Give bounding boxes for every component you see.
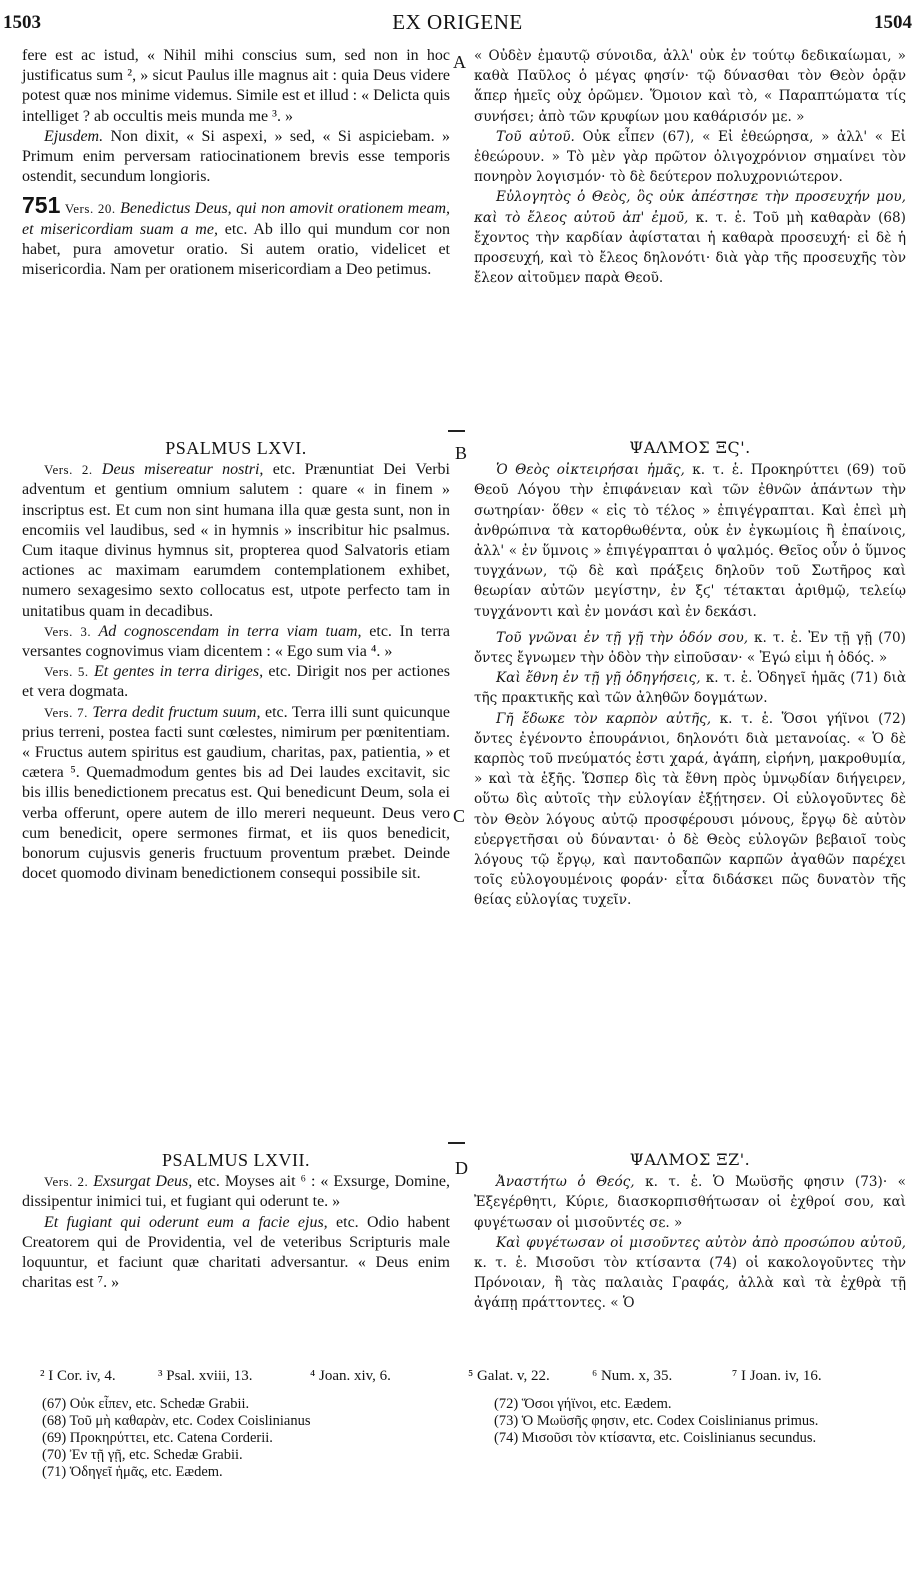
verse-lemma: Καὶ φυγέτωσαν οἱ μισοῦντες αὐτὸν ἀπὸ προσώπου αὐτοῦ, — [496, 1234, 906, 1251]
footnote-ref: ² I Cor. iv, 4. — [40, 1368, 116, 1384]
greek-psalm-66-title: ΨΑΛΜΟΣ ΞϚ'. — [629, 438, 751, 457]
editorial-note: (71) Ὁδηγεῖ ἡμᾶς, etc. Eædem. — [42, 1464, 223, 1480]
editorial-note: (74) Μισοῦσι τὸν κτίσαντα, etc. Coislinianus secundus. — [494, 1430, 817, 1446]
footnote-ref: ³ Psal. xviii, 13. — [158, 1368, 253, 1384]
verse-label: Vers. 3. — [44, 623, 92, 639]
verse-lemma: Ὁ Θεὸς οἰκτειρήσαι ἡμᾶς, — [496, 462, 685, 479]
verse-lemma: Deus misereatur nostri, — [92, 461, 264, 479]
latin-ps66-v2 — [22, 460, 450, 622]
verse-lemma: Exsurgat Deus, — [88, 1173, 193, 1191]
verse-text: etc. Dirigit nos per actiones et vera dogmata. — [22, 663, 450, 701]
verse-text: κ. τ. ἑ. Ὁ Μωϋσῆς φησιν (73)· « Ἐξεγέρθητι, Κύριε, διασκορπισθήτωσαν οἱ ἐχθροί σου, καὶ φυγέτωσαν οἱ μισοῦντές σε. » — [474, 1174, 906, 1231]
verse-lemma: Et fugiant qui oderunt eum a facie ejus, — [44, 1213, 328, 1231]
verse-lemma: Τοῦ γνῶναι ἐν τῇ γῇ τὴν ὁδόν σου, — [496, 629, 749, 646]
column-marker-a: A — [453, 52, 466, 72]
latin-ps66-v7 — [22, 703, 450, 885]
latin-column-ps66 — [22, 438, 450, 884]
greek-column-ps67 — [474, 1150, 906, 1314]
latin-vers20-lemma: Benedictus Deus, qui non amovit orationem meam, et misericordiam suam a me, — [22, 200, 450, 238]
page-number-left: 1503 — [3, 12, 41, 33]
verse-lemma: Καὶ ἔθνη ἐν τῇ γῇ ὁδηγήσεις, — [496, 670, 701, 687]
verse-text: κ. τ. ἑ. Μισοῦσι τὸν κτίσαντα (74) οἱ κακολογοῦντες τὴν Πρόνοιαν, ἢ τὰς παλαιὰς Γραφάς, ἀλλὰ καὶ τὰ ἐχθρὰ τῇ ἀγάπῃ πράττοντες. « Ὁ — [474, 1255, 906, 1312]
verse-text: etc. In terra versantes cognovimus viam dicentem : « Ego sum via ⁴. » — [22, 622, 451, 661]
greek-vers20-text: κ. τ. ἑ. Τοῦ μὴ καθαρὰν (68) ἔχοντος τὴν καρδίαν ἀφίσταται ἡ καθαρὰ προσευχή· εἰ δὲ ἡ προσευχή, καὶ τὸ ἔλεος δηλονότι· διὰ γὰρ τῆς προσευχῆς τὸν ἔλεον αἰτοῦμεν παρὰ Θεοῦ. — [474, 209, 906, 287]
editorial-note: (69) Προκηρύττει, etc. Catena Corderii. — [42, 1430, 273, 1446]
greek-column-top — [474, 46, 906, 288]
verse-label: Vers. 2. — [44, 462, 93, 478]
latin-vers20-paragraph — [22, 192, 451, 280]
footnote-ref: ⁴ Joan. xiv, 6. — [310, 1368, 391, 1384]
latin-vers20-label: Vers. 20. — [64, 201, 116, 217]
verse-text: etc. Moyses ait ⁶ : « Exsurge, Domine, dissipentur inimici tui, et fugiant qui oderunt te. » — [22, 1173, 451, 1211]
verse-lemma: Terra dedit fructum suum, — [87, 703, 261, 721]
verse-text: κ. τ. ἑ. Προκηρύττει (69) τοῦ Θεοῦ Λόγου τὴν ἐπιφάνειαν καὶ τῶν ἐθνῶν ἁπάντων τὴν σωτηρίαν· ὅθεν « εἰς τὸ τέλος » ἐπιγέγραπται. Καὶ ἐπεὶ μὴ ἀνθρώπινα τὰ κατορθωθέντα, οὐκ ἐν ἐγκωμίοις ἢ ἐπαίνοις, ἀλλ' « ἐν ὕμνοις » ἐπιγέγραπται ὁ ψαλμός. Θεῖος οὖν ὁ ὕμνος τυγχάνων, τῷ δὲ καὶ πράξεις δηλοῦν τοῦ Σωτῆρος καὶ θεωρίαν αὐτῶν μεγίστην, ἐν ξϛ' τέτακται ἀριθμῷ, τελείῳ τυγχάνοντι καὶ ἐν μονάσι καὶ ἐν δεκάσι. — [474, 462, 906, 620]
verse-label: Vers. 2. — [44, 1174, 89, 1190]
verse-text: etc. Terra illi sunt quicunque prius terreni, postea facti sunt cœlestes, nimirum per pœnitentiam. « Fructus autem spiritus est gaudium, charitas, pax, patientia, » et cætera ⁵. Quemadmodum gentes bis ad Dei laudes excitavit, sic bis illis benedictionem precatus est. Qui benedicunt Deum, sola ei verba offerunt, opere autem de illo mereri nequeunt. Deus vero cum benedicit, opere sermones firmat, et iis quos benedicit, bonorum cujusvis generis fructuum proventum præbet. Deinde docet quomodo divinam benedictionem consequi possibile sit. — [22, 703, 451, 883]
editorial-note: (72) Ὅσοι γήϊνοι, etc. Eædem. — [494, 1396, 672, 1412]
latin-ejusdem-text: Non dixit, « Si aspexi, » sed, « Si aspiciebam. » Primum enim perversam ratiocinationem brevis esse temporis ostendit, secundum longioris. — [22, 127, 450, 186]
verse-text: κ. τ. ἑ. Ἐν τῇ γῇ (70) ὄντες ἔγνωμεν τὴν ὁδὸν τὴν εἰποῦσαν· « Ἐγώ εἰμι ἡ ὁδός. » — [474, 629, 906, 667]
latin-column-ps67 — [22, 1150, 450, 1293]
verse-lemma: Et gentes in terra diriges, — [88, 663, 264, 681]
greek-ps67-p2 — [474, 1233, 906, 1314]
latin-ps66-v3 — [22, 622, 450, 662]
greek-ps66-v7 — [474, 709, 906, 911]
page-header — [0, 0, 915, 40]
latin-psalm-67-title: PSALMUS LXVII. — [161, 1150, 310, 1170]
greek-column-ps66 — [474, 438, 906, 911]
greek-ps66-v3 — [474, 628, 906, 668]
greek-vers20-paragraph — [474, 187, 906, 288]
column-marker-c: C — [453, 806, 466, 826]
latin-column-top — [22, 46, 450, 280]
column-marker-b: B — [455, 443, 468, 463]
latin-ejusdem-paragraph — [22, 127, 450, 188]
greek-tou-autou-paragraph — [474, 127, 906, 188]
latin-ejusdem-lead: Ejusdem. — [44, 127, 104, 145]
greek-ps66-v2 — [474, 460, 906, 622]
footnote-ref: ⁵ Galat. v, 22. — [468, 1368, 550, 1384]
verse-text: etc. Odio habent Creatorem qui de Providentia, vel de veteribus Scripturis male loquuntur, et faciunt quæ charitati adversantur. « Deus enim charitas est ⁷. » — [22, 1213, 451, 1292]
section-divider-2 — [448, 1142, 465, 1144]
page-number-right: 1504 — [874, 12, 912, 33]
latin-psalm-66-title: PSALMUS LXVI. — [165, 438, 307, 458]
verse-lemma: Ἀναστήτω ὁ Θεός, — [496, 1174, 635, 1191]
section-divider-1 — [448, 430, 465, 432]
greek-intro-paragraph: « Οὐδὲν ἐμαυτῷ σύνοιδα, ἀλλ' οὐκ ἐν τούτῳ δεδικαίωμαι, » καθὰ Παῦλος ὁ μέγας φησίν· τῷ δύνασθαι τὸν Θεὸν ὁρᾷν ἅπερ ἡμεῖς οὐχ ὁρῶμεν. Ὅμοιον καὶ τὸ, « Παραπτώματα τίς συνήσει; ἀπὸ τῶν κρυφίων μου καθάρισόν με. » — [474, 48, 906, 125]
running-title: EX ORIGENE — [392, 10, 523, 34]
latin-ps66-v5 — [22, 662, 450, 702]
latin-vers20-text: etc. Ab illo qui mundum cor non habet, pura amovetur oratio. Si autem oratio, videlicet et misericordia. Nam per orationem misericordiam a Deo petimus. — [22, 220, 451, 279]
editorial-notes-left — [42, 1396, 452, 1481]
greek-ps66-v5 — [474, 668, 906, 708]
footnote-ref: ⁶ Num. x, 35. — [592, 1368, 673, 1384]
greek-tou-autou-text: Οὐκ εἶπεν (67), « Εἰ ἐθεώρησα, » ἀλλ' « Εἰ ἐθεώρουν. » Τὸ μὲν γὰρ πρῶτον ὀλιγοχρόνιον σημαίνει τὸν πονηρὸν λογισμόν· τὸ δὲ δεύτερον πολυχρονιώτερον. — [474, 128, 906, 186]
latin-ps67-p2 — [22, 1213, 450, 1294]
greek-ps67-v2 — [474, 1172, 906, 1233]
latin-ps67-v2 — [22, 1172, 450, 1212]
editorial-note: (73) Ὁ Μωϋσῆς φησιν, etc. Codex Coislinianus primus. — [494, 1413, 819, 1429]
verse-text: κ. τ. ἑ. Ὁδηγεῖ ἡμᾶς (71) διὰ τῆς πρακτικῆς καὶ τῶν ἀληθῶν δογμάτων. — [474, 670, 906, 707]
editorial-note: (70) Ἐν τῇ γῇ, etc. Schedæ Grabii. — [42, 1447, 243, 1463]
verse-lemma: Γῆ ἔδωκε τὸν καρπὸν αὐτῆς, — [496, 710, 712, 727]
latin-intro-paragraph: fere est ac istud, « Nihil mihi conscius sum, sed non in hoc justificatus sum ², » sicut Paulus ille magnus ait : quia Deus videre potest quæ nos minime videmus. Simile est et illud : « Delicta quis intelliget ? ab occultis meis munda me ³. » — [22, 47, 450, 125]
column-marker-d: D — [455, 1158, 468, 1178]
verse-label: Vers. 7. — [44, 704, 88, 720]
verse-text: κ. τ. ἑ. Ὅσοι γήϊνοι (72) ὄντες ἐγένοντο ἐπουράνιοι, δηλονότι διὰ μετανοίας. « Ὁ δὲ καρπὸς τοῦ πνεύματός ἐστι χαρά, ἀγάπη, εἰρήνη, μακροθυμία, » καὶ τὰ ἑξῆς. Ὥσπερ δὶς τὰ ἔθνη πρὸς ὑμνῳδίαν διήγειρεν, οὕτω δὶς αὐτοῖς τὴν εὐλογίαν ἐξῄτησεν. Οἱ εὐλογοῦντες δὲ τὸν Θεὸν λόγους αὐτῷ προσφέρουσι μόνους, ἔργῳ δὲ αὐτὸν εὐεργετῆσαι οὐ δύνανται· ὁ δὲ Θεὸς εὐλογῶν βεβαιοῖ τοὺς λόγους τῷ ἔργῳ, καὶ παντοδαπῶν καρπῶν ἀγαθῶν παρέχει τοῖς εὐλογουμένοις φοράν· εἶτα διδάσκει πῶς δυνατὸν τῆς θείας εὐλογίας τυχεῖν. — [474, 710, 906, 909]
verse-label: Vers. 5. — [44, 664, 89, 680]
editorial-notes-right — [494, 1396, 904, 1447]
greek-vers20-lemma: Εὐλογητὸς ὁ Θεὸς, ὃς οὐκ ἀπέστησε τὴν προσευχήν μου, καὶ τὸ ἔλεος αὐτοῦ ἀπ' ἐμοῦ, — [474, 189, 906, 226]
verse-text: etc. Prænuntiat Dei Verbi adventum et gentium omnium salutem : quare « in finem » inscriptus est. Et cum non sint humana illa quæ gesta sunt, non in encomiis vel laudibus, sed « in hymnis » inscribitur hic psalmus. Cum itaque divinus hymnus sit, propterea quod Salvatoris etiam actiones ac maximam earumdem contemplationem exhibet, numero sexagesimo sexto collocatus est, utpote perfecto tam in unitatibus quam in decadibus. — [22, 461, 450, 620]
greek-tou-autou-lead: Τοῦ αὐτοῦ. — [496, 128, 575, 145]
editorial-note: (67) Οὐκ εἶπεν, etc. Schedæ Grabii. — [42, 1396, 250, 1412]
column-number-751: 751 — [22, 192, 61, 219]
greek-psalm-67-title: ΨΑΛΜΟΣ ΞΖ'. — [629, 1150, 751, 1169]
footnote-ref: ⁷ I Joan. iv, 16. — [732, 1368, 822, 1384]
editorial-note: (68) Τοῦ μὴ καθαρὰν, etc. Codex Coislinianus — [42, 1413, 311, 1429]
verse-lemma: Ad cognoscendam in terra viam tuam, — [91, 622, 362, 640]
